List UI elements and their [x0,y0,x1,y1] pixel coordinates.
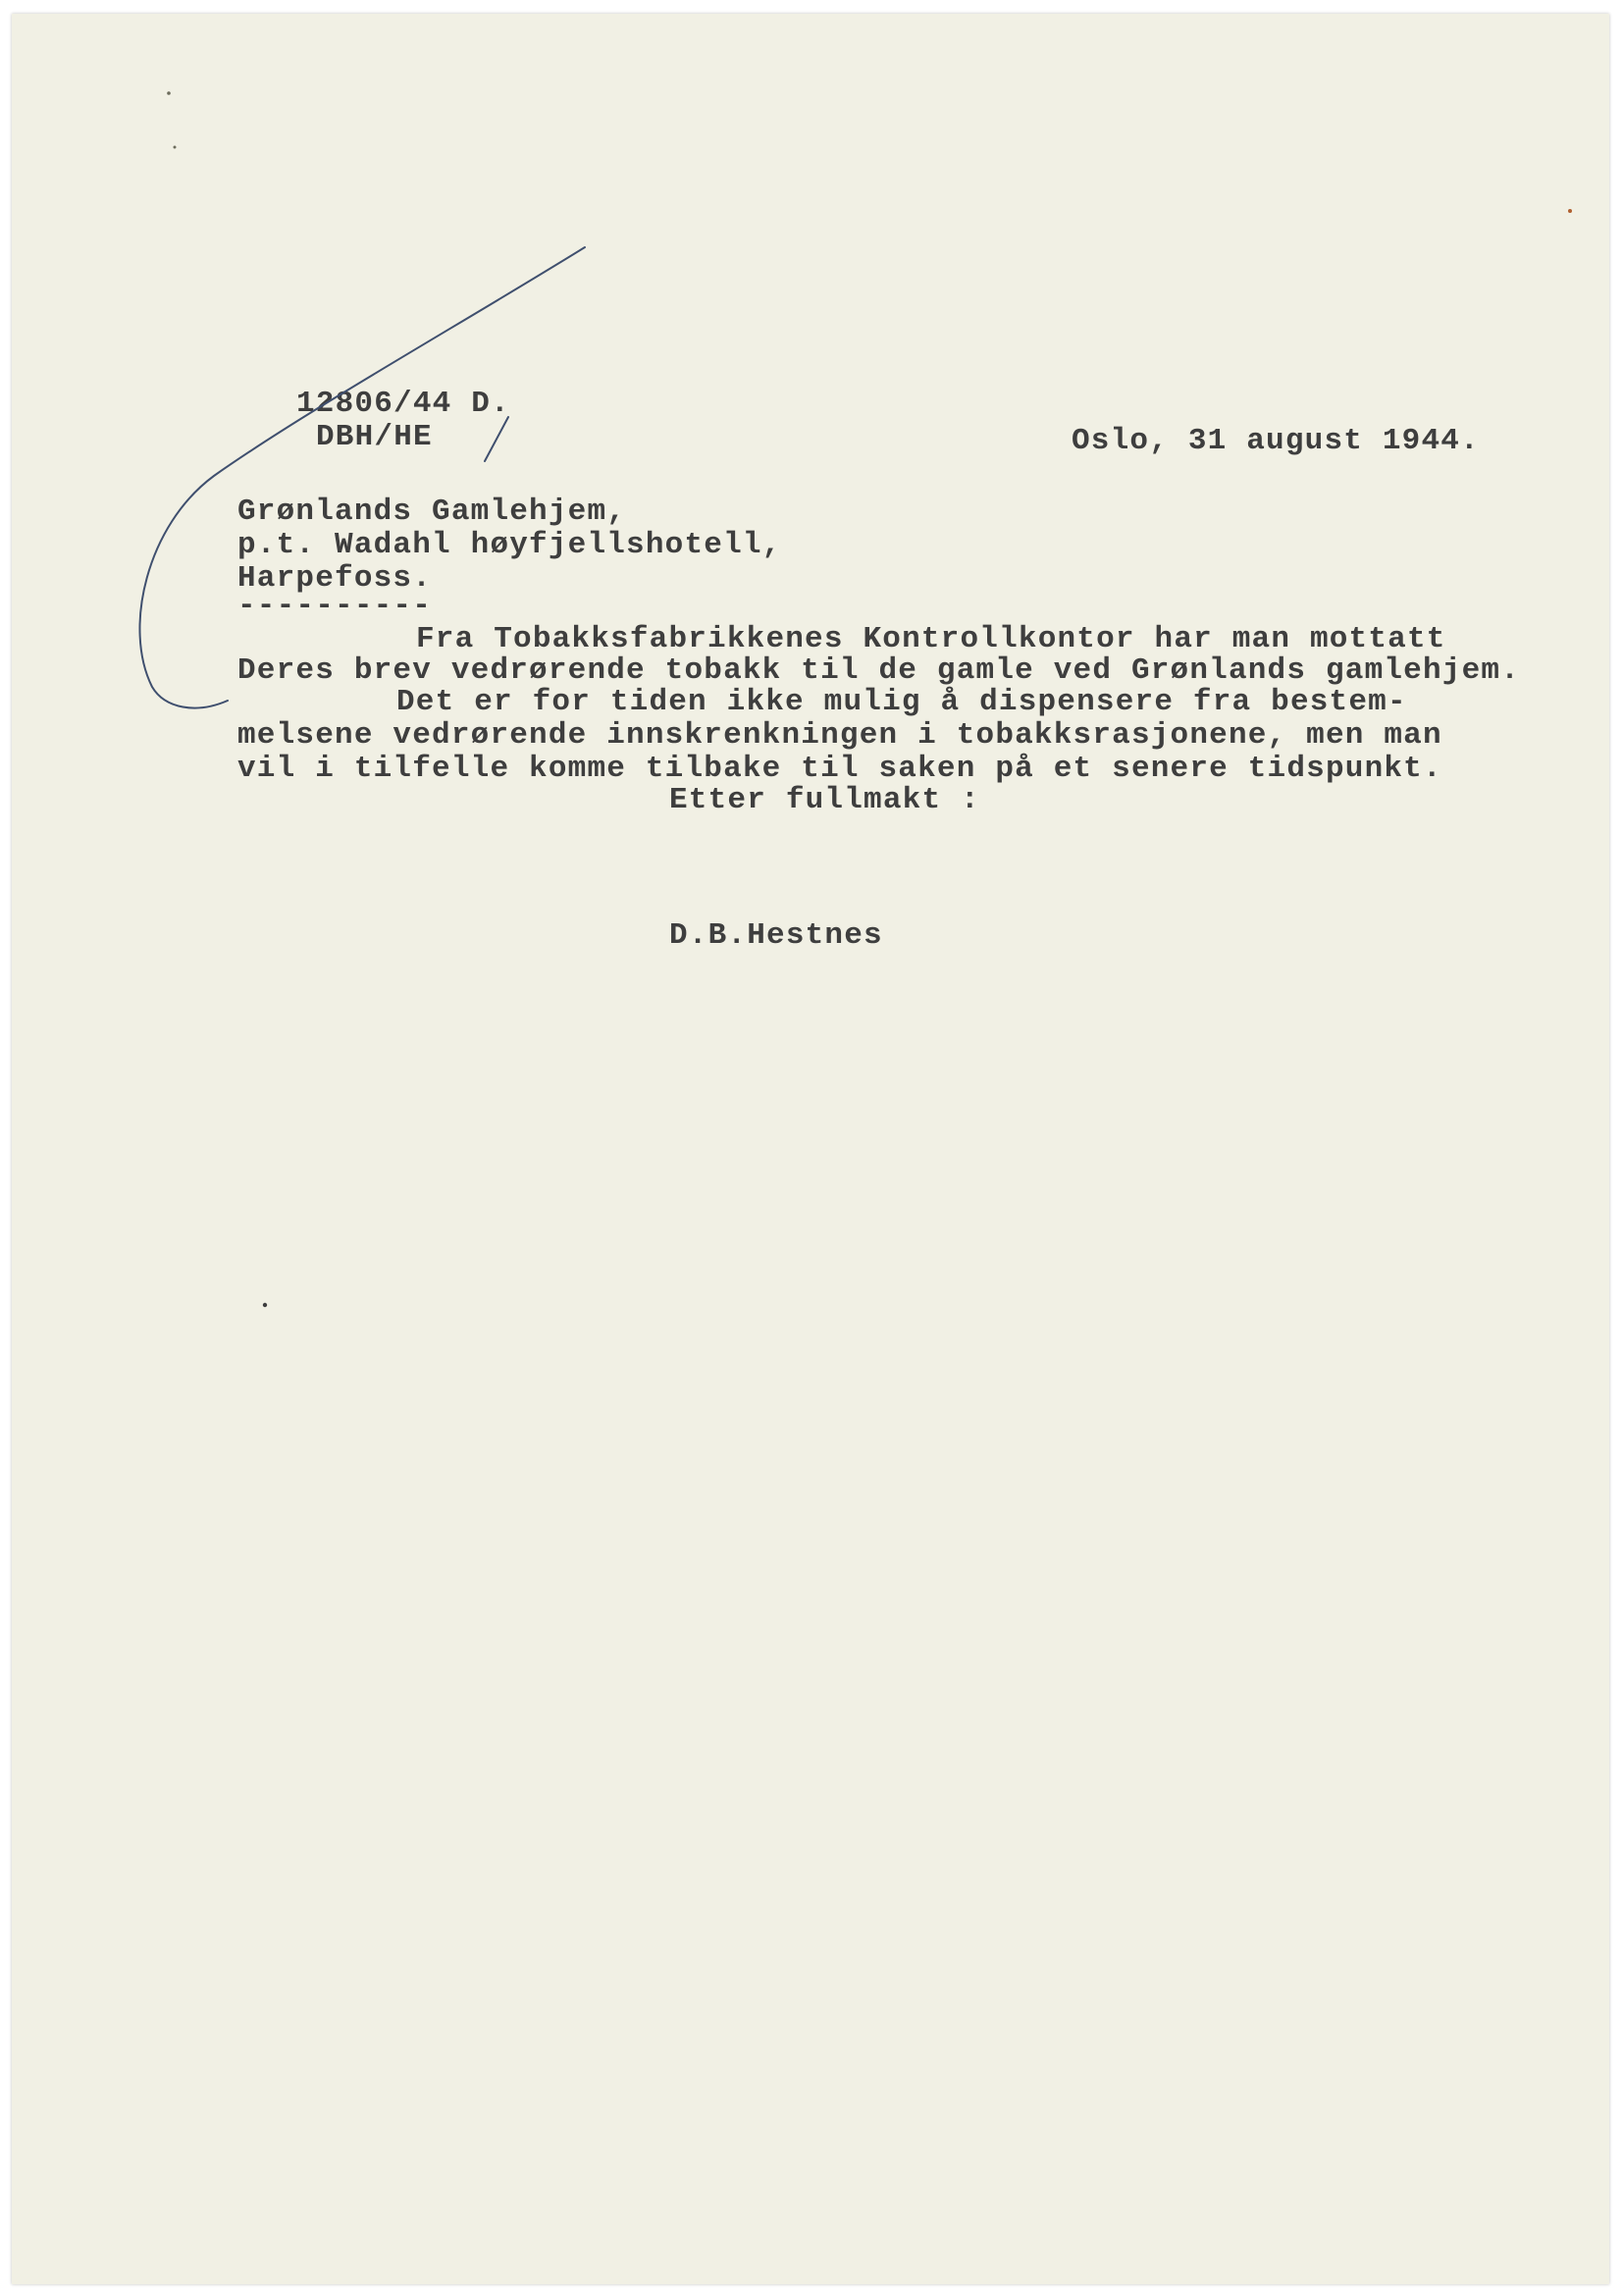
journal-number: 12806/44 D. [296,387,510,421]
initials: DBH/HE [316,420,433,454]
body-line-3: Det er for tiden ikke mulig å dispensere fra bestem- [396,685,1407,719]
body-line-4: melsene vedrørende innskrenkningen i tobakksrasjonene, men man [237,718,1442,753]
place-date: Oslo, 31 august 1944. [1072,424,1480,458]
closing: Etter fullmakt : [669,783,980,817]
recipient-line-2: p.t. Wadahl høyfjellshotell, [237,528,782,562]
letter-page [12,14,1609,2284]
body-line-5: vil i tilfelle komme tilbake til saken på et senere tidspunkt. [237,752,1442,786]
signature-name: D.B.Hestnes [669,918,883,953]
recipient-line-3: Harpefoss. [237,561,433,596]
body-line-2: Deres brev vedrørende tobakk til de gamle ved Grønlands gamlehjem. [237,653,1520,688]
body-line-1: Fra Tobakksfabrikkenes Kontrollkontor har man mottatt [416,622,1446,656]
recipient-line-1: Grønlands Gamlehjem, [237,495,627,529]
recipient-underline: ---------- [237,589,433,623]
